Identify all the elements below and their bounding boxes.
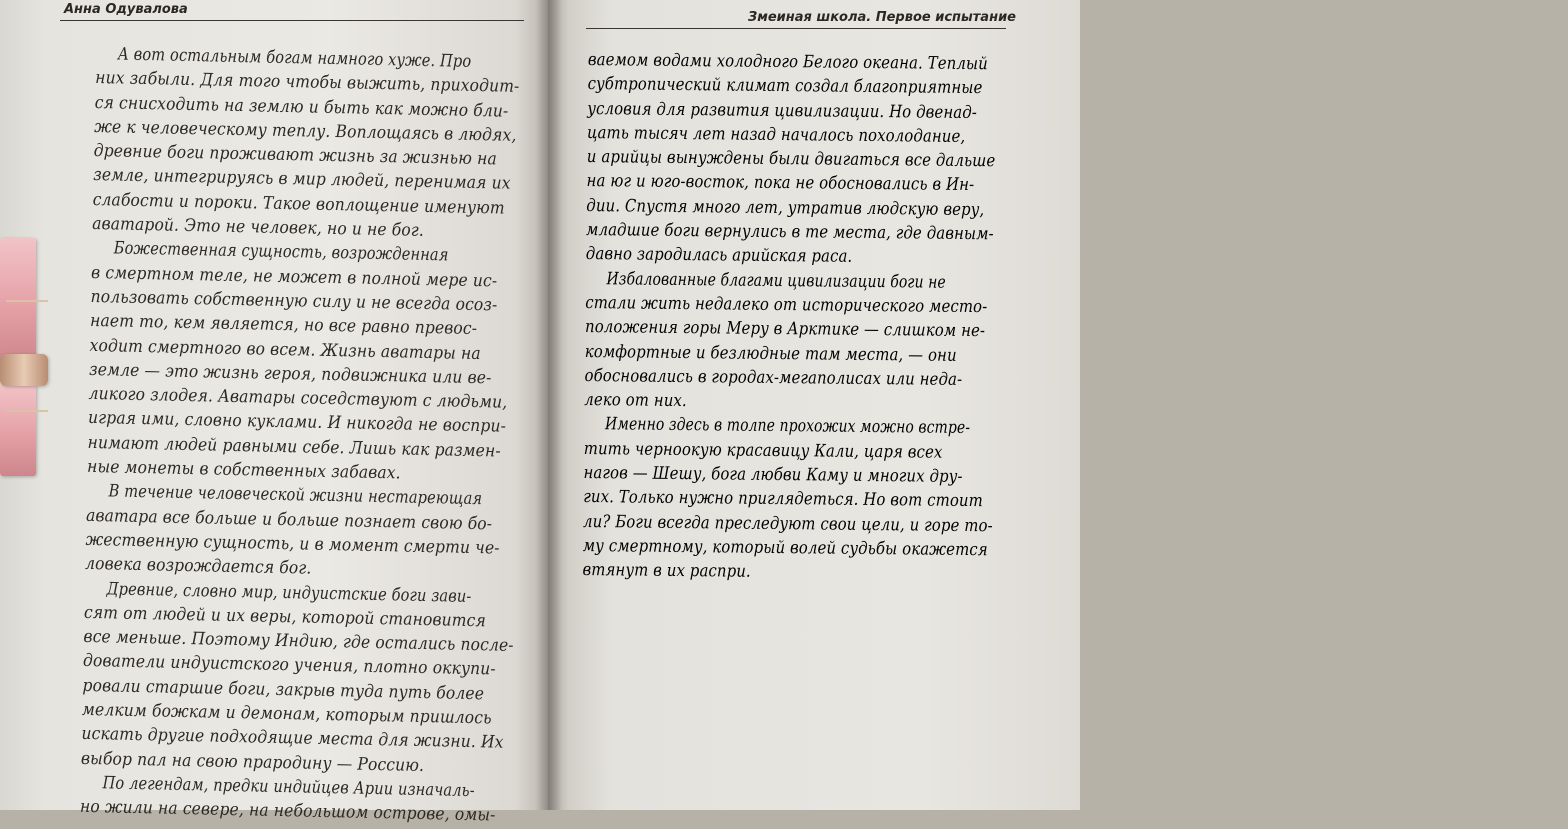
text-line: ся снисходить на землю и быть как можно бли- (94, 92, 509, 122)
text-line: земле — это жизнь героя, подвижника или ве- (88, 359, 492, 389)
text-line: гих. Только нужно приглядеться. Но вот стоит (583, 487, 983, 512)
text-line: в смертном теле, не может в полной мере ис- (90, 262, 498, 292)
text-line: аватарой. Это не человек, но и не бог. (91, 214, 425, 241)
text-line: слабости и пороки. Такое воплощение именуют (92, 189, 505, 219)
text-line: земле, интегрируясь в мир людей, перенимая их (92, 165, 511, 195)
right-body-text (582, 48, 1065, 587)
text-line: них забыли. Для того чтобы выжить, приходит- (95, 68, 520, 98)
binder-clip-wire (6, 410, 48, 412)
text-line: По легендам, предки индийцев Арии изначаль- (102, 773, 475, 802)
text-line: мелким божкам и демонам, которым пришлось (81, 699, 492, 729)
text-line: тить черноокую красавицу Кали, царя всех (583, 438, 943, 463)
text-line: ваемом водами холодного Белого океана. Теплый (587, 49, 988, 75)
left-header-rule (60, 20, 524, 21)
text-line: ные монеты в собственных забавах. (86, 456, 401, 484)
text-line: Избалованные благами цивилизации боги не (606, 268, 946, 293)
text-line: аватара все больше и больше познает свою бо- (85, 505, 493, 535)
text-line: жественную сущность, и в момент смерти че- (85, 529, 500, 559)
text-line: условия для развития цивилизации. Но двенад- (587, 98, 978, 123)
book-gutter (536, 0, 562, 810)
text-line: Древние, словно мир, индуистские боги зави- (106, 578, 472, 607)
text-line: выбор пал на свою прародину — Россию. (80, 748, 425, 776)
text-line: леко от них. (584, 390, 687, 412)
text-line: и арийцы вынуждены были двигаться все дальше (586, 147, 996, 172)
text-line: ли? Боги всегда преследуют свои цели, и горе то- (582, 511, 993, 536)
text-line: нагов — Шешу, бога любви Каму и многих дру- (583, 463, 963, 487)
show-through-texture (1188, 370, 1568, 790)
text-line: ходит смертного во всем. Жизнь аватары на (89, 335, 481, 364)
text-line: субтропический климат создал благоприятные (587, 74, 983, 99)
text-line: дии. Спустя много лет, утратив людскую веру, (586, 195, 985, 220)
text-line: А вот остальным богам намного хуже. Про (117, 44, 472, 72)
text-line: положения горы Меру в Арктике — слишком не- (584, 317, 986, 342)
pink-binder-clip-bottom (0, 384, 36, 476)
binder-clip-wire (6, 300, 48, 302)
text-line: цать тысяч лет назад началось похолодание, (587, 122, 966, 147)
text-line: нимают людей равными себе. Лишь как размен- (87, 432, 501, 462)
text-line: искать другие подходящие места для жизни. Их (81, 724, 504, 753)
text-line: играя ими, словно куклами. И никогда не воспри- (87, 408, 507, 438)
text-line: ловека возрождается бог. (84, 554, 312, 579)
text-line: втянут в их распри. (582, 560, 751, 582)
text-line: но жили на севере, на небольшом острове, омы- (79, 797, 496, 826)
text-line: Именно здесь в толпе прохожих можно встре- (604, 414, 971, 439)
text-line: В течение человеческой жизни нестареющая (108, 481, 483, 510)
text-line: ровали старшие боги, закрыв туда путь более (82, 675, 485, 704)
text-line: древние боги проживают жизнь за жизнью на (93, 141, 498, 170)
left-body-text (80, 42, 573, 829)
text-line: му смертному, который волей судьбы окажется (582, 535, 988, 561)
text-line: ликого злодея. Аватары соседствуют с людьми, (88, 384, 508, 413)
left-page (0, 0, 548, 826)
text-line: стали жить недалеко от исторического место- (585, 292, 988, 318)
left-running-header: Анна Одувалова (64, 2, 188, 17)
right-running-header: Змеиная школа. Первое испытание (747, 10, 1016, 25)
text-line: на юг и юго-восток, пока не обосновались в Ин- (586, 171, 975, 196)
text-line: все меньше. Поэтому Индию, где остались после- (83, 626, 514, 657)
text-line: обосновались в городах-мегаполисах или неда- (584, 365, 963, 390)
text-line: нает то, кем является, но все равно превос- (89, 311, 478, 340)
text-line: давно зародилась арийская раса. (585, 244, 853, 268)
binder-clip-hinge (0, 354, 48, 386)
text-line: Божественная сущность, возрожденная (113, 238, 449, 266)
text-line: комфортные и безлюдные там места, — они (584, 341, 957, 366)
text-line: же к человеческому теплу. Воплощаясь в людях, (94, 116, 517, 146)
right-header-rule (586, 28, 1006, 29)
text-line: сят от людей и их веры, которой становится (83, 602, 487, 632)
text-line: младшие боги вернулись в те места, где давным- (585, 220, 994, 245)
text-line: дователи индуистского учения, плотно оккупи- (82, 651, 496, 680)
text-line: пользовать собственную силу и не всегда осоз- (90, 286, 498, 316)
